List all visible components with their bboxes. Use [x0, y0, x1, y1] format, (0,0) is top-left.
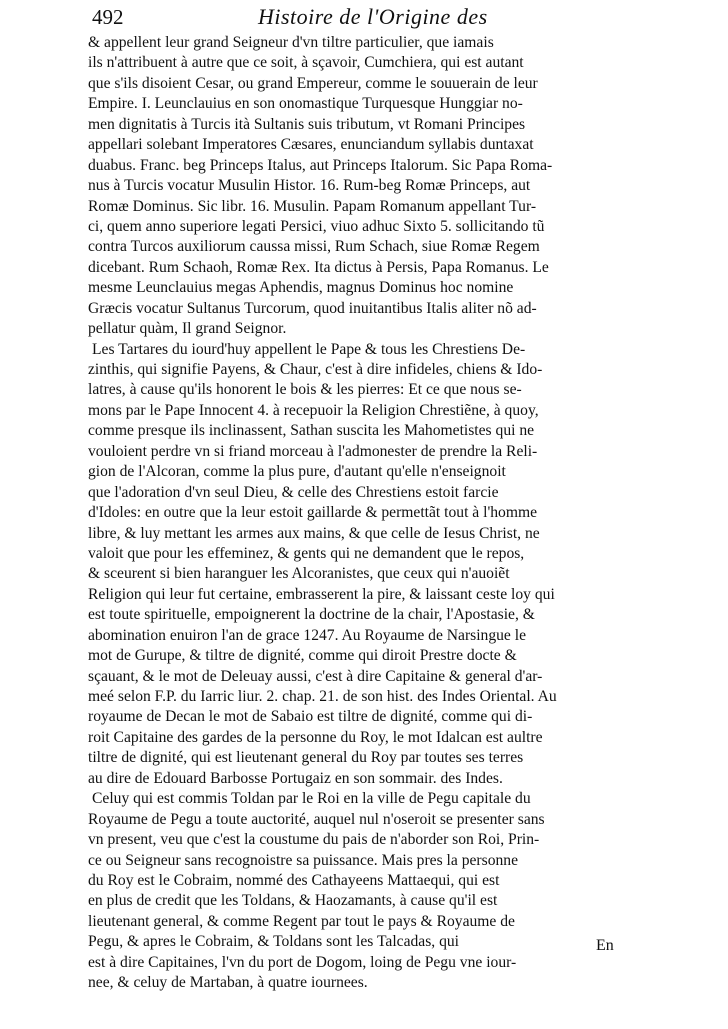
page-number: 492 — [92, 5, 124, 29]
text-line: latres, à cause qu'ils honorent le bois & les pierres: Et ce que nous se- — [88, 381, 522, 399]
running-title: Histoire de l'Origine des — [258, 4, 488, 29]
text-line: & sceurent si bien haranguer les Alcoranistes, que ceux qui n'auoiẽt — [88, 565, 510, 583]
text-line: Pegu, & apres le Cobraim, & Toldans sont les Talcadas, qui — [88, 933, 459, 951]
text-line: mot de Gurupe, & tiltre de dignité, comme qui diroit Prestre docte & — [88, 647, 517, 665]
text-line: tiltre de dignité, qui est lieutenant general du Roy par toutes ses terres — [88, 749, 524, 767]
text-line: lieutenant general, & comme Regent par tout le pays & Royaume de — [88, 912, 515, 930]
text-line: sçauant, & le mot de Deleuay aussi, c'est à dire Capitaine & general d'ar- — [88, 667, 543, 685]
text-line: dicebant. Rum Schaoh, Romæ Rex. Ita dictus à Persis, Papa Romanus. Le — [88, 258, 549, 276]
text-line: du Roy est le Cobraim, nommé des Cathayeens Mattaequi, qui est — [88, 871, 500, 889]
text-line: valoit que pour les effeminez, & gents qui ne demandent que le repos, — [88, 544, 525, 562]
text-line: & appellent leur grand Seigneur d'vn tiltre particulier, que iamais — [88, 34, 494, 51]
text-line: royaume de Decan le mot de Sabaio est tiltre de dignité, comme qui di- — [88, 708, 533, 726]
text-line: ce ou Seigneur sans recognoistre sa puissance. Mais pres la personne — [88, 851, 519, 869]
text-line: appellari solebant Imperatores Cæsares, enunciandum syllabis duntaxat — [88, 136, 534, 154]
text-line: d'Idoles: en outre que la leur estoit gaillarde & permettãt tout à l'homme — [88, 504, 538, 522]
text-line: Religion qui leur fut certaine, embrasserent la pire, & laissant ceste loy qui — [88, 585, 555, 603]
text-line: en plus de credit que les Toldans, & Haozamants, à cause qu'il est — [88, 892, 498, 910]
text-line: nus à Turcis vocatur Musulin Histor. 16. Rum-beg Romæ Princeps, aut — [88, 177, 531, 195]
text-line: gion de l'Alcoran, comme la plus pure, d'autant qu'elle n'enseignoit — [88, 463, 506, 481]
text-line: comme presque ils inclinassent, Sathan suscita les Mahometistes qui ne — [88, 422, 535, 440]
text-line: meé selon F.P. du Iarric liur. 2. chap. 21. de son hist. des Indes Oriental. Au — [88, 688, 557, 705]
text-line: est toute spirituelle, empoignerent la doctrine de la chair, l'Apostasie, & — [88, 606, 535, 624]
text-line: Celuy qui est commis Toldan par le Roi en la ville de Pegu capitale du — [92, 790, 531, 808]
text-line: ci, quem anno superiore legati Persici, viuo adhuc Sixto 5. sollicitando tũ — [88, 217, 545, 235]
catchword: En — [596, 937, 614, 954]
text-line: Les Tartares du iourd'huy appellent le Pape & tous les Chrestiens De- — [92, 340, 526, 358]
page-header — [0, 2, 728, 32]
text-line: pellatur quàm, Il grand Seignor. — [88, 320, 287, 338]
text-line: que s'ils disoient Cesar, ou grand Empereur, comme le souuerain de leur — [88, 74, 538, 92]
text-line: au dire de Edouard Barbosse Portugaiz en son sommair. des Indes. — [88, 769, 503, 787]
text-line: Royaume de Pegu a toute auctorité, auquel nul n'oseroit se presenter sans — [88, 810, 545, 828]
text-line: roit Capitaine des gardes de la personne du Roy, le mot Idalcan est aultre — [88, 728, 543, 746]
text-line: mesme Leunclauius megas Aphendis, magnus Dominus hoc nomine — [88, 279, 514, 297]
text-line: nee, & celuy de Martaban, à quatre iournees. — [88, 974, 368, 992]
text-line: duabus. Franc. beg Princeps Italus, aut Princeps Italorum. Sic Papa Roma- — [88, 156, 553, 174]
text-line: ils n'attribuent à autre que ce soit, à sçavoir, Cumchiera, qui est autant — [88, 54, 524, 72]
text-line: Græcis vocatur Sultanus Turcorum, quod inuitantibus Italis aliter nõ ad- — [88, 299, 537, 317]
text-line: est à dire Capitaines, l'vn du port de Dogom, loing de Pegu vne iour- — [88, 953, 517, 971]
text-line: men dignitatis à Turcis ità Sultanis suis tributum, vt Romani Principes — [88, 115, 526, 133]
text-line: abomination enuiron l'an de grace 1247. Au Royaume de Narsingue le — [88, 626, 527, 644]
text-line: zinthis, qui signifie Payens, & Chaur, c'est à dire infideles, chiens & Ido- — [88, 361, 543, 378]
text-line: contra Turcos auxiliorum caussa missi, Rum Schach, siue Romæ Regem — [88, 238, 540, 256]
text-line: mons par le Pape Innocent 4. à recepuoir la Religion Chrestiẽne, à quoy, — [88, 401, 539, 419]
text-line: vn present, veu que c'est la coustume du pais de n'aborder son Roi, Prin- — [88, 831, 540, 849]
text-line: Romæ Dominus. Sic libr. 16. Musulin. Papam Romanum appellant Tur- — [88, 197, 537, 215]
text-line: que l'adoration d'vn seul Dieu, & celle des Chrestiens estoit farcie — [88, 483, 499, 501]
text-line: Empire. I. Leunclauius en son onomastique Turquesque Hunggiar no- — [88, 95, 523, 113]
text-line: libre, & luy mettant les armes aux mains, & que celle de Iesus Christ, ne — [88, 524, 540, 542]
body-text — [88, 33, 668, 994]
text-line: vouloient perdre vn si friand morceau à l'admonester de prendre la Reli- — [88, 442, 538, 460]
